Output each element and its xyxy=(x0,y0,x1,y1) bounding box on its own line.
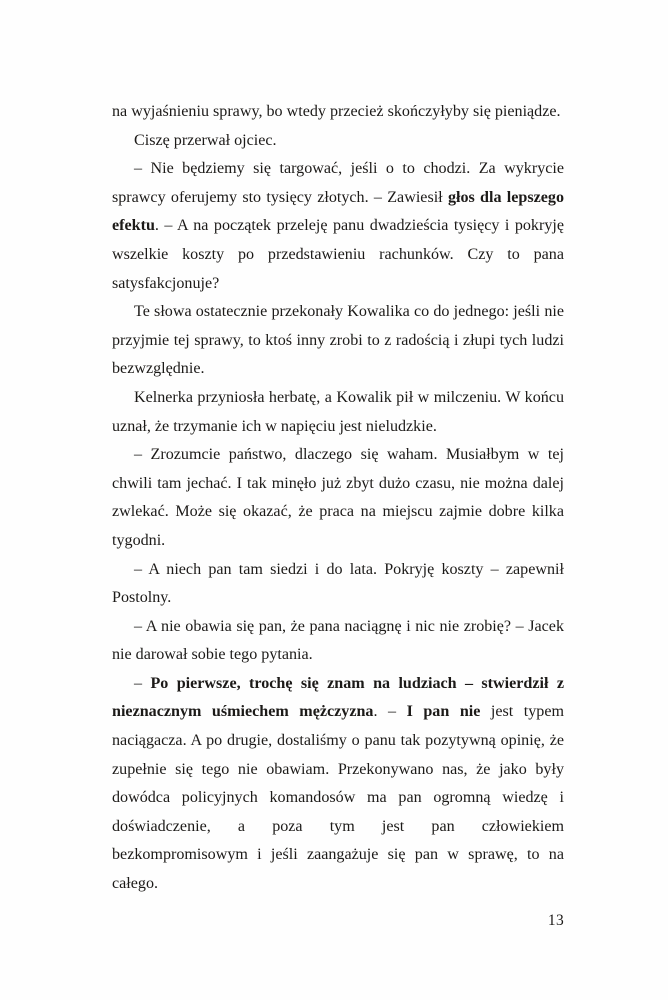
paragraph: Kelnerka przyniosła herbatę, a Kowalik pił w milczeniu. W końcu uznał, że trzymanie ich w napięciu jest nieludzkie. xyxy=(112,388,564,435)
body-text xyxy=(112,98,564,899)
paragraph: na wyjaśnieniu sprawy, bo wtedy przecież skończyłyby się pieniądze. xyxy=(112,103,561,120)
paragraph: – Nie będziemy się targować, jeśli o to chodzi. Za wykrycie sprawcy oferujemy sto tysięcy złotych. – Zawiesił głos dla lepszego efektu. – A na początek przeleję panu dwadzieścia tysięcy i pokryję wszelkie koszty po przedstawieniu rachunków. Czy to pana satysfakcjonuje? xyxy=(112,160,564,292)
paragraph: – Po pierwsze, trochę się znam na ludziach – stwierdził z nieznacznym uśmiechem mężczyzna. – I pan nie jest typem naciągacza. A po drugie, dostaliśmy o panu tak pozytywną opinię, że zupełnie się tego nie obawiam. Przekonywano nas, że jako były dowódca policyjnych komandosów ma pan ogromną wiedzę i doświadczenie, a poza tym jest pan człowiekiem bezkompromisowym i jeśli zaangażuje się pan w sprawę, to na całego. xyxy=(112,674,564,893)
paragraph: – A niech pan tam siedzi i do lata. Pokryję koszty – zapewnił Postolny. xyxy=(112,560,564,607)
page-number: 13 xyxy=(547,912,564,929)
paragraph: Ciszę przerwał ojciec. xyxy=(134,131,277,149)
paragraph: – Zrozumcie państwo, dlaczego się waham. Musiałbym w tej chwili tam jechać. I tak minęło już zbyt dużo czasu, nie można dalej zwlekać. Może się okazać, że praca na miejscu zajmie dobre kilka tygodni. xyxy=(112,446,564,549)
paragraph: Te słowa ostatecznie przekonały Kowalika co do jednego: jeśli nie przyjmie tej sprawy, to ktoś inny zrobi to z radością i złupi tych ludzi bezwzględnie. xyxy=(112,303,564,378)
paragraph: – A nie obawia się pan, że pana naciągnę i nic nie zrobię? – Jacek nie darował sobie tego pytania. xyxy=(112,617,564,664)
